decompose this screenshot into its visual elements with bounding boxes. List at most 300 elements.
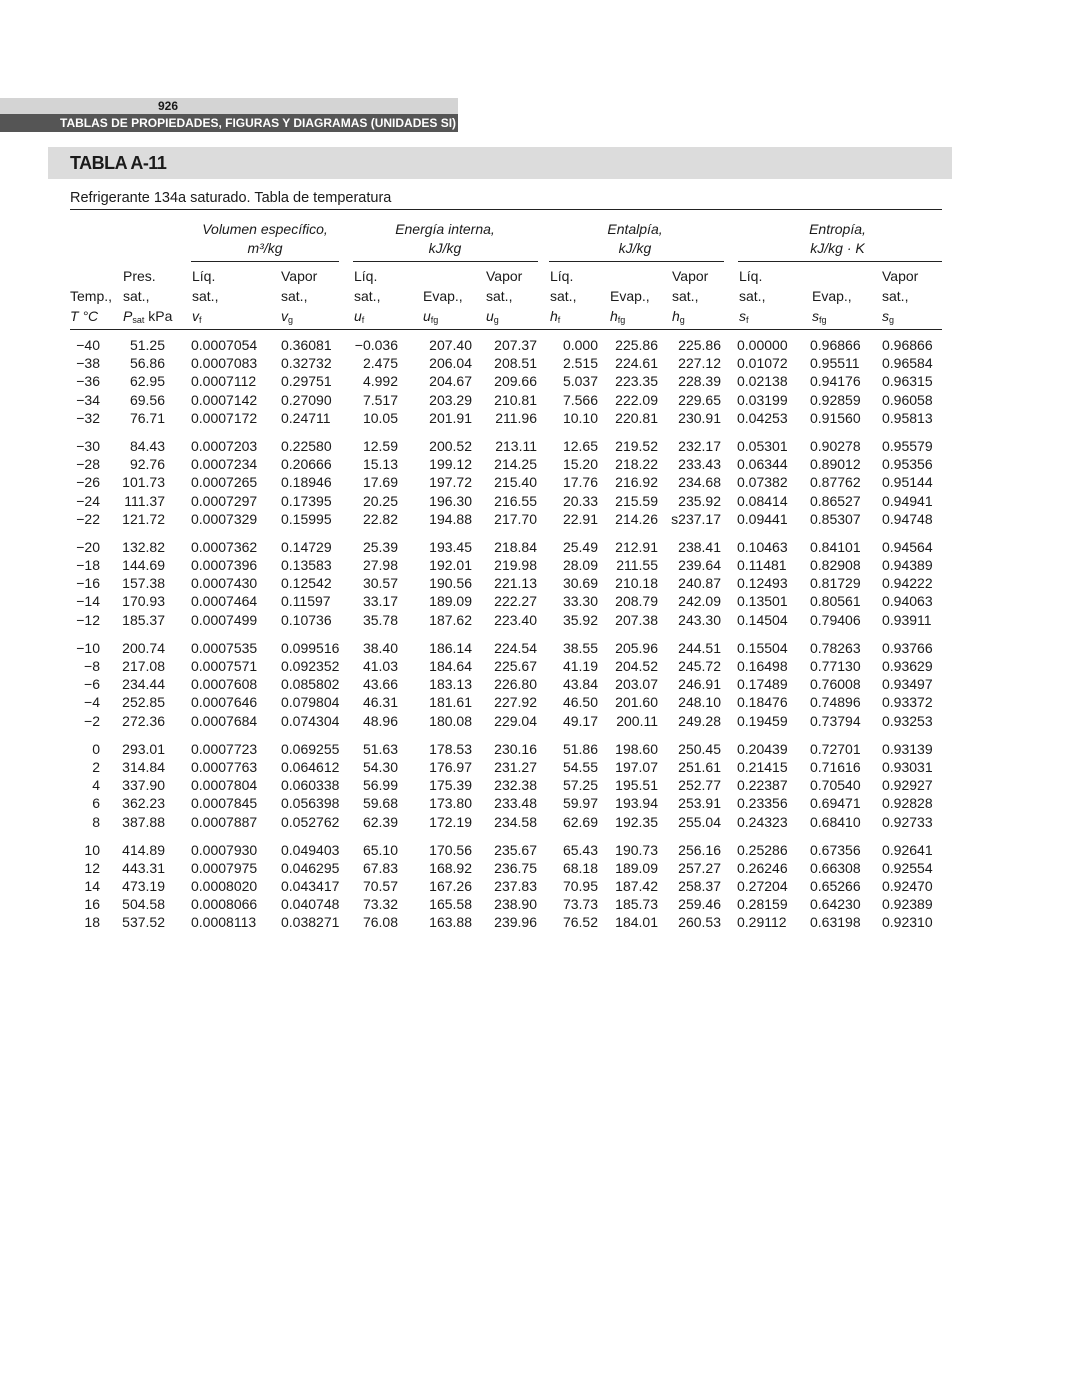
cell-vg: 0.052762 — [281, 813, 340, 830]
table-row — [0, 859, 1080, 877]
cell-vf: 0.0007054 — [191, 337, 258, 353]
cell-sf: 0.18476 — [737, 694, 788, 711]
cell-pres: 84.43 — [129, 437, 165, 454]
cell-ug: 226.80 — [494, 676, 537, 693]
cell-sg: 0.94941 — [882, 492, 933, 509]
header-bottom-rule — [70, 329, 942, 330]
row-group — [0, 336, 1080, 427]
cell-hf: 0.000 — [562, 337, 598, 353]
cell-hfg: 210.18 — [615, 575, 658, 592]
cell-ug: 217.70 — [494, 510, 537, 527]
table-top-rule — [70, 209, 942, 210]
cell-vg: 0.17395 — [281, 492, 332, 509]
cell-vf: 0.0007203 — [191, 437, 258, 454]
cell-hg: s237.17 — [671, 510, 721, 527]
cell-sfg: 0.66308 — [810, 859, 861, 876]
cell-ufg: 181.61 — [429, 694, 472, 711]
cell-vg: 0.36081 — [281, 337, 332, 353]
col-header-hg: Vapor sat., $h_g$ — [672, 268, 709, 325]
cell-temp: 10 — [84, 841, 100, 858]
cell-hfg: 200.11 — [616, 712, 658, 729]
group-rule-energy — [353, 261, 538, 262]
cell-temp: 2 — [92, 758, 100, 775]
cell-hfg: 192.35 — [615, 813, 658, 830]
table-label: TABLA A-11 — [70, 153, 167, 173]
cell-vf: 0.0007887 — [191, 813, 258, 830]
cell-sf: 0.23356 — [737, 795, 788, 812]
table-row — [0, 372, 1080, 390]
cell-ug: 225.67 — [494, 658, 537, 674]
cell-vf: 0.0007804 — [191, 777, 258, 794]
cell-vf: 0.0007297 — [191, 492, 258, 509]
cell-sg: 0.92733 — [882, 813, 933, 830]
page-number: 926 — [0, 98, 458, 114]
cell-uf: 25.39 — [362, 538, 398, 555]
cell-sfg: 0.87762 — [810, 474, 861, 491]
cell-hfg: 218.22 — [615, 456, 658, 473]
cell-pres: 157.38 — [122, 575, 165, 592]
cell-ug: 239.96 — [494, 914, 537, 931]
cell-hf: 70.95 — [562, 878, 598, 895]
cell-sg: 0.92927 — [882, 777, 933, 794]
cell-pres: 56.86 — [129, 355, 165, 372]
cell-pres: 337.90 — [122, 777, 165, 794]
cell-sfg: 0.86527 — [810, 492, 861, 509]
cell-ufg: 199.12 — [429, 456, 472, 473]
table-row — [0, 794, 1080, 812]
cell-pres: 76.71 — [129, 409, 165, 426]
group-header-volume: Volumen específico, m³/kg — [202, 221, 328, 256]
table-row — [0, 895, 1080, 913]
cell-vg: 0.060338 — [281, 777, 340, 794]
cell-sfg: 0.95511 — [810, 355, 860, 372]
cell-temp: 12 — [84, 859, 100, 876]
cell-hg: 234.68 — [678, 474, 721, 491]
cell-ug: 238.90 — [494, 896, 537, 913]
cell-sg: 0.94063 — [882, 593, 933, 610]
cell-sg: 0.93497 — [882, 676, 933, 693]
cell-temp: −10 — [76, 639, 100, 656]
table-row — [0, 639, 1080, 657]
cell-hf: 68.18 — [562, 859, 598, 876]
cell-vg: 0.14729 — [281, 538, 332, 555]
cell-sf: 0.09441 — [737, 510, 788, 527]
table-row — [0, 354, 1080, 372]
cell-sg: 0.94389 — [882, 557, 933, 574]
cell-temp: −28 — [76, 456, 100, 473]
cell-hfg: 190.73 — [615, 841, 658, 858]
cell-sf: 0.01072 — [737, 355, 788, 372]
cell-hfg: 198.60 — [615, 740, 658, 757]
cell-hg: 240.87 — [678, 575, 721, 592]
cell-vf: 0.0007172 — [191, 409, 258, 426]
cell-ufg: 201.91 — [429, 409, 472, 426]
cell-sg: 0.92641 — [882, 841, 933, 858]
cell-temp: 8 — [92, 813, 100, 830]
cell-pres: 252.85 — [122, 694, 165, 711]
cell-vg: 0.038271 — [281, 914, 340, 931]
cell-sg: 0.96315 — [882, 373, 933, 390]
cell-sg: 0.93139 — [882, 740, 933, 757]
cell-vf: 0.0007845 — [191, 795, 258, 812]
cell-hf: 20.33 — [562, 492, 598, 509]
cell-vg: 0.079804 — [281, 694, 340, 711]
cell-hfg: 208.79 — [615, 593, 658, 610]
cell-hf: 59.97 — [562, 795, 598, 812]
cell-vg: 0.22580 — [281, 437, 332, 454]
cell-pres: 132.82 — [122, 538, 165, 555]
cell-hf: 17.76 — [562, 474, 598, 491]
cell-temp: −30 — [76, 437, 100, 454]
cell-ufg: 204.67 — [429, 373, 472, 390]
cell-ug: 223.40 — [494, 611, 537, 628]
cell-sg: 0.94564 — [882, 538, 933, 555]
cell-temp: −26 — [76, 474, 100, 491]
cell-vf: 0.0007499 — [191, 611, 258, 628]
cell-hg: 259.46 — [678, 896, 721, 913]
cell-temp: −14 — [76, 593, 100, 610]
cell-pres: 314.84 — [122, 758, 165, 775]
table-row — [0, 841, 1080, 859]
cell-vg: 0.12542 — [281, 575, 332, 592]
cell-hg: 235.92 — [678, 492, 721, 509]
cell-sfg: 0.67356 — [810, 841, 861, 858]
cell-pres: 504.58 — [122, 896, 165, 913]
cell-ufg: 189.09 — [429, 593, 472, 610]
table-row — [0, 556, 1080, 574]
col-header-ufg: Evap., $u_{fg}$ — [423, 288, 463, 325]
table-row — [0, 776, 1080, 794]
cell-sfg: 0.90278 — [810, 437, 861, 454]
cell-hg: 245.72 — [678, 658, 721, 674]
cell-vg: 0.18946 — [281, 474, 332, 491]
cell-vf: 0.0007608 — [191, 676, 258, 693]
cell-sf: 0.20439 — [737, 740, 788, 757]
cell-sfg: 0.64230 — [810, 896, 861, 913]
cell-vf: 0.0007535 — [191, 639, 258, 656]
cell-sf: 0.27204 — [737, 878, 788, 895]
cell-ug: 216.55 — [494, 492, 537, 509]
cell-uf: −0.036 — [354, 337, 398, 353]
cell-ufg: 165.58 — [429, 896, 472, 913]
cell-uf: 4.992 — [362, 373, 398, 390]
cell-ufg: 206.04 — [429, 355, 472, 372]
cell-hg: 229.65 — [678, 391, 721, 408]
cell-sf: 0.26246 — [737, 859, 788, 876]
cell-vg: 0.13583 — [281, 557, 332, 574]
cell-ug: 219.98 — [494, 557, 537, 574]
cell-vg: 0.074304 — [281, 712, 340, 729]
cell-sf: 0.17489 — [737, 676, 788, 693]
cell-sf: 0.11481 — [737, 557, 787, 574]
cell-uf: 59.68 — [362, 795, 398, 812]
col-header-vg: Vapor sat., $v_g$ — [281, 268, 318, 325]
cell-sfg: 0.94176 — [810, 373, 861, 390]
cell-sf: 0.08414 — [737, 492, 788, 509]
cell-hg: 257.27 — [678, 859, 721, 876]
cell-pres: 185.37 — [122, 611, 165, 628]
cell-sfg: 0.89012 — [810, 456, 861, 473]
cell-uf: 12.59 — [362, 437, 398, 454]
cell-vg: 0.24711 — [281, 409, 331, 426]
cell-ufg: 193.45 — [429, 538, 472, 555]
cell-ug: 218.84 — [494, 538, 537, 555]
cell-hf: 22.91 — [562, 510, 598, 527]
cell-hg: 253.91 — [678, 795, 721, 812]
cell-hf: 62.69 — [562, 813, 598, 830]
row-group — [0, 841, 1080, 932]
cell-vg: 0.11597 — [281, 593, 331, 610]
cell-uf: 56.99 — [362, 777, 398, 794]
cell-hfg: 205.96 — [615, 639, 658, 656]
cell-hf: 2.515 — [562, 355, 598, 372]
cell-ug: 237.83 — [494, 878, 537, 895]
cell-ug: 211.96 — [495, 409, 537, 426]
table-row — [0, 611, 1080, 629]
col-header-vf: Líq. sat., $v_f$ — [192, 268, 219, 325]
cell-uf: 38.40 — [362, 639, 398, 656]
cell-ug: 235.67 — [494, 841, 537, 858]
cell-sf: 0.04253 — [737, 409, 788, 426]
cell-sg: 0.92554 — [882, 859, 933, 876]
cell-ufg: 170.56 — [429, 841, 472, 858]
cell-ufg: 207.40 — [429, 337, 472, 353]
cell-hg: 228.39 — [678, 373, 721, 390]
cell-vf: 0.0007083 — [191, 355, 258, 372]
group-rule-volume — [191, 261, 339, 262]
cell-vf: 0.0007112 — [191, 373, 257, 390]
cell-hg: 249.28 — [678, 712, 721, 729]
cell-sfg: 0.85307 — [810, 510, 861, 527]
cell-hg: 230.91 — [678, 409, 721, 426]
cell-ufg: 194.88 — [429, 510, 472, 527]
cell-ug: 236.75 — [494, 859, 537, 876]
cell-hf: 33.30 — [562, 593, 598, 610]
cell-sg: 0.94748 — [882, 510, 933, 527]
cell-sf: 0.12493 — [737, 575, 788, 592]
cell-vf: 0.0007571 — [191, 658, 258, 674]
cell-hfg: 215.59 — [615, 492, 658, 509]
cell-uf: 10.05 — [362, 409, 398, 426]
cell-sfg: 0.63198 — [810, 914, 861, 931]
table-row — [0, 813, 1080, 831]
cell-sg: 0.96058 — [882, 391, 933, 408]
group-header-energy: Energía interna, kJ/kg — [395, 221, 495, 256]
cell-sf: 0.28159 — [737, 896, 788, 913]
cell-sfg: 0.71616 — [810, 758, 861, 775]
cell-pres: 217.08 — [122, 658, 165, 674]
table-row — [0, 758, 1080, 776]
cell-sf: 0.16498 — [737, 658, 788, 674]
cell-ufg: 172.19 — [429, 813, 472, 830]
table-row — [0, 740, 1080, 758]
cell-hg: 248.10 — [678, 694, 721, 711]
cell-uf: 27.98 — [362, 557, 398, 574]
cell-hf: 10.10 — [562, 409, 598, 426]
cell-temp: 14 — [84, 878, 100, 895]
cell-hf: 46.50 — [562, 694, 598, 711]
cell-hg: 246.91 — [678, 676, 721, 693]
cell-pres: 272.36 — [122, 712, 165, 729]
cell-temp: 6 — [92, 795, 100, 812]
cell-vg: 0.20666 — [281, 456, 332, 473]
col-header-pres: Pres. sat., $P_{sat}$ kPa — [123, 268, 173, 325]
cell-hf: 35.92 — [562, 611, 598, 628]
cell-sg: 0.92470 — [882, 878, 933, 895]
cell-hg: 232.17 — [678, 437, 721, 454]
cell-uf: 51.63 — [362, 740, 398, 757]
running-head — [0, 98, 458, 132]
cell-uf: 17.69 — [362, 474, 398, 491]
cell-hg: 225.86 — [678, 337, 721, 353]
cell-ug: 208.51 — [494, 355, 537, 372]
cell-hf: 73.73 — [562, 896, 598, 913]
table-row — [0, 538, 1080, 556]
cell-vf: 0.0007329 — [191, 510, 258, 527]
cell-hfg: 212.91 — [615, 538, 658, 555]
cell-sfg: 0.68410 — [810, 813, 861, 830]
table-row — [0, 336, 1080, 354]
cell-hf: 65.43 — [562, 841, 598, 858]
cell-vf: 0.0008113 — [191, 914, 257, 931]
cell-sfg: 0.77130 — [810, 658, 861, 674]
cell-sf: 0.05301 — [737, 437, 788, 454]
cell-vg: 0.27090 — [281, 391, 332, 408]
book-section-title: TABLAS DE PROPIEDADES, FIGURAS Y DIAGRAMAS (UNIDADES SI) — [0, 114, 458, 132]
cell-sfg: 0.80561 — [810, 593, 861, 610]
cell-ufg: 178.53 — [429, 740, 472, 757]
cell-vg: 0.064612 — [281, 758, 340, 775]
cell-vg: 0.043417 — [281, 878, 340, 895]
table-row — [0, 693, 1080, 711]
cell-vf: 0.0008020 — [191, 878, 258, 895]
group-rule-entropy — [738, 261, 942, 262]
row-group — [0, 639, 1080, 730]
cell-hg: 251.61 — [678, 758, 721, 775]
cell-ug: 232.38 — [494, 777, 537, 794]
cell-uf: 43.66 — [362, 676, 398, 693]
cell-hfg: 203.07 — [615, 676, 658, 693]
cell-pres: 144.69 — [122, 557, 165, 574]
table-row — [0, 877, 1080, 895]
cell-temp: −12 — [76, 611, 100, 628]
cell-sfg: 0.81729 — [810, 575, 861, 592]
table-row — [0, 712, 1080, 730]
cell-sg: 0.93372 — [882, 694, 933, 711]
cell-hfg: 225.86 — [615, 337, 658, 353]
cell-temp: −36 — [76, 373, 100, 390]
cell-hfg: 193.94 — [615, 795, 658, 812]
cell-pres: 92.76 — [129, 456, 165, 473]
cell-pres: 69.56 — [129, 391, 165, 408]
cell-vf: 0.0007265 — [191, 474, 258, 491]
cell-ufg: 175.39 — [429, 777, 472, 794]
row-group — [0, 538, 1080, 629]
cell-hfg: 187.42 — [615, 878, 658, 895]
cell-uf: 70.57 — [362, 878, 398, 895]
col-header-sg: Vapor sat., $s_g$ — [882, 268, 919, 325]
cell-hfg: 207.38 — [615, 611, 658, 628]
cell-sf: 0.02138 — [737, 373, 788, 390]
cell-sfg: 0.82908 — [810, 557, 861, 574]
cell-sf: 0.22387 — [737, 777, 788, 794]
cell-hg: 239.64 — [678, 557, 721, 574]
cell-ufg: 173.80 — [429, 795, 472, 812]
cell-vf: 0.0007396 — [191, 557, 258, 574]
cell-hfg: 185.73 — [615, 896, 658, 913]
cell-hg: 233.43 — [678, 456, 721, 473]
table-row — [0, 492, 1080, 510]
cell-ufg: 168.92 — [429, 859, 472, 876]
cell-vg: 0.15995 — [281, 510, 332, 527]
col-header-uf: Líq. sat., $u_f$ — [354, 268, 381, 325]
col-header-hfg: Evap., $h_{fg}$ — [610, 288, 650, 325]
cell-sg: 0.96584 — [882, 355, 933, 372]
cell-sfg: 0.73794 — [810, 712, 861, 729]
cell-temp: −38 — [76, 355, 100, 372]
cell-pres: 387.88 — [122, 813, 165, 830]
cell-hf: 57.25 — [562, 777, 598, 794]
cell-ufg: 196.30 — [429, 492, 472, 509]
cell-hfg: 204.52 — [615, 658, 658, 674]
cell-ufg: 200.52 — [429, 437, 472, 454]
cell-ug: 229.04 — [494, 712, 537, 729]
cell-sf: 0.07382 — [737, 474, 788, 491]
table-row — [0, 473, 1080, 491]
cell-hf: 49.17 — [562, 712, 598, 729]
table-row — [0, 455, 1080, 473]
cell-vg: 0.092352 — [281, 658, 340, 674]
cell-temp: −4 — [84, 694, 100, 711]
cell-sf: 0.19459 — [737, 712, 788, 729]
table-row — [0, 391, 1080, 409]
cell-vf: 0.0007763 — [191, 758, 258, 775]
cell-vg: 0.069255 — [281, 740, 340, 757]
cell-temp: −34 — [76, 391, 100, 408]
cell-uf: 46.31 — [362, 694, 398, 711]
cell-sg: 0.95144 — [882, 474, 933, 491]
cell-vf: 0.0007975 — [191, 859, 258, 876]
col-header-ug: Vapor sat., $u_g$ — [486, 268, 523, 325]
cell-hf: 28.09 — [562, 557, 598, 574]
cell-ug: 231.27 — [494, 758, 537, 775]
cell-hf: 15.20 — [562, 456, 598, 473]
row-group — [0, 740, 1080, 831]
cell-sf: 0.15504 — [737, 639, 788, 656]
cell-uf: 15.13 — [362, 456, 398, 473]
cell-hfg: 222.09 — [615, 391, 658, 408]
cell-hg: 227.12 — [678, 355, 721, 372]
cell-pres: 101.73 — [122, 474, 165, 491]
cell-pres: 293.01 — [122, 740, 165, 757]
cell-sf: 0.25286 — [737, 841, 788, 858]
cell-hfg: 211.55 — [616, 557, 658, 574]
cell-hg: 244.51 — [678, 639, 721, 656]
cell-hf: 43.84 — [562, 676, 598, 693]
cell-hg: 243.30 — [678, 611, 721, 628]
cell-hf: 30.69 — [562, 575, 598, 592]
cell-ufg: 163.88 — [429, 914, 472, 931]
col-header-sfg: Evap., $s_{fg}$ — [812, 288, 852, 325]
cell-hfg: 184.01 — [615, 914, 658, 931]
cell-ug: 221.13 — [494, 575, 537, 592]
cell-temp: −8 — [84, 658, 100, 674]
cell-hfg: 197.07 — [615, 758, 658, 775]
cell-temp: 16 — [84, 896, 100, 913]
cell-pres: 234.44 — [122, 676, 165, 693]
cell-pres: 362.23 — [122, 795, 165, 812]
cell-ufg: 183.13 — [429, 676, 472, 693]
